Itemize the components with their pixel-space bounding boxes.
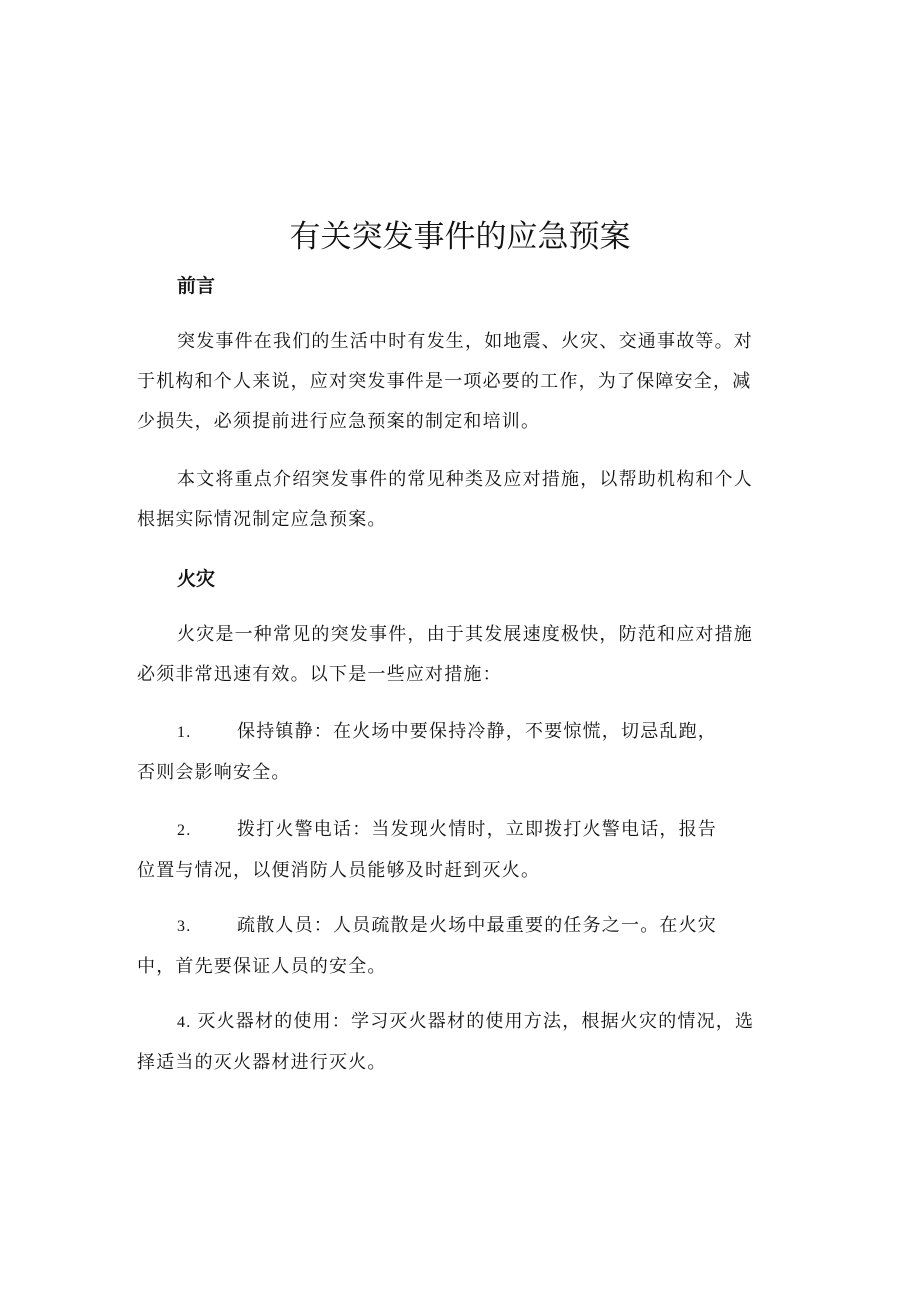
preface-paragraph-2: [137, 460, 783, 540]
fire-list-item-4: [137, 1002, 783, 1083]
section-heading-preface: 前言: [177, 275, 216, 297]
fire-list-item-3: [137, 906, 783, 987]
paragraph-line: 必须非常迅速有效。以下是一些应对措施：: [137, 664, 502, 685]
paragraph-line: 突发事件在我们的生活中时有发生，如地震、火灾、交通事故等。对: [177, 331, 753, 352]
list-item-number: 4.: [177, 1014, 192, 1031]
paragraph-line: 根据实际情况制定应急预案。: [137, 509, 387, 530]
fire-intro-paragraph: [137, 615, 783, 695]
fire-list-item-2: [137, 810, 783, 891]
list-item-text: 疏散人员：人员疏散是火场中最重要的任务之一。在火灾: [237, 915, 717, 936]
list-item-text: 保持镇静：在火场中要保持冷静，不要惊慌，切忌乱跑，: [237, 721, 717, 742]
paragraph-line: 少损失，必须提前进行应急预案的制定和培训。: [137, 411, 541, 432]
list-item-text: 灭火器材的使用：学习灭火器材的使用方法，根据火灾的情况，选: [197, 1011, 755, 1032]
list-item-text: 拨打火警电话：当发现火情时，立即拨打火警电话，报告: [237, 819, 717, 840]
list-item-number: 2.: [177, 822, 192, 839]
fire-list-item-1: [137, 712, 783, 793]
paragraph-line: 于机构和个人来说，应对突发事件是一项必要的工作，为了保障安全，减: [137, 371, 752, 392]
paragraph-line: 火灾是一种常见的突发事件，由于其发展速度极快，防范和应对措施: [177, 624, 753, 645]
paragraph-line: 本文将重点介绍突发事件的常见种类及应对措施，以帮助机构和个人: [177, 469, 753, 490]
section-heading-fire: 火灾: [177, 568, 216, 590]
list-item-number: 3.: [177, 918, 192, 935]
list-item-number: 1.: [177, 724, 192, 741]
preface-paragraph-1: [137, 322, 783, 442]
list-item-text: 位置与情况，以便消防人员能够及时赶到灭火。: [137, 860, 541, 881]
list-item-text: 中，首先要保证人员的安全。: [137, 956, 387, 977]
document-title: 有关突发事件的应急预案: [289, 219, 631, 255]
list-item-text: 择适当的灭火器材进行灭火。: [137, 1052, 387, 1073]
list-item-text: 否则会影响安全。: [137, 762, 291, 783]
